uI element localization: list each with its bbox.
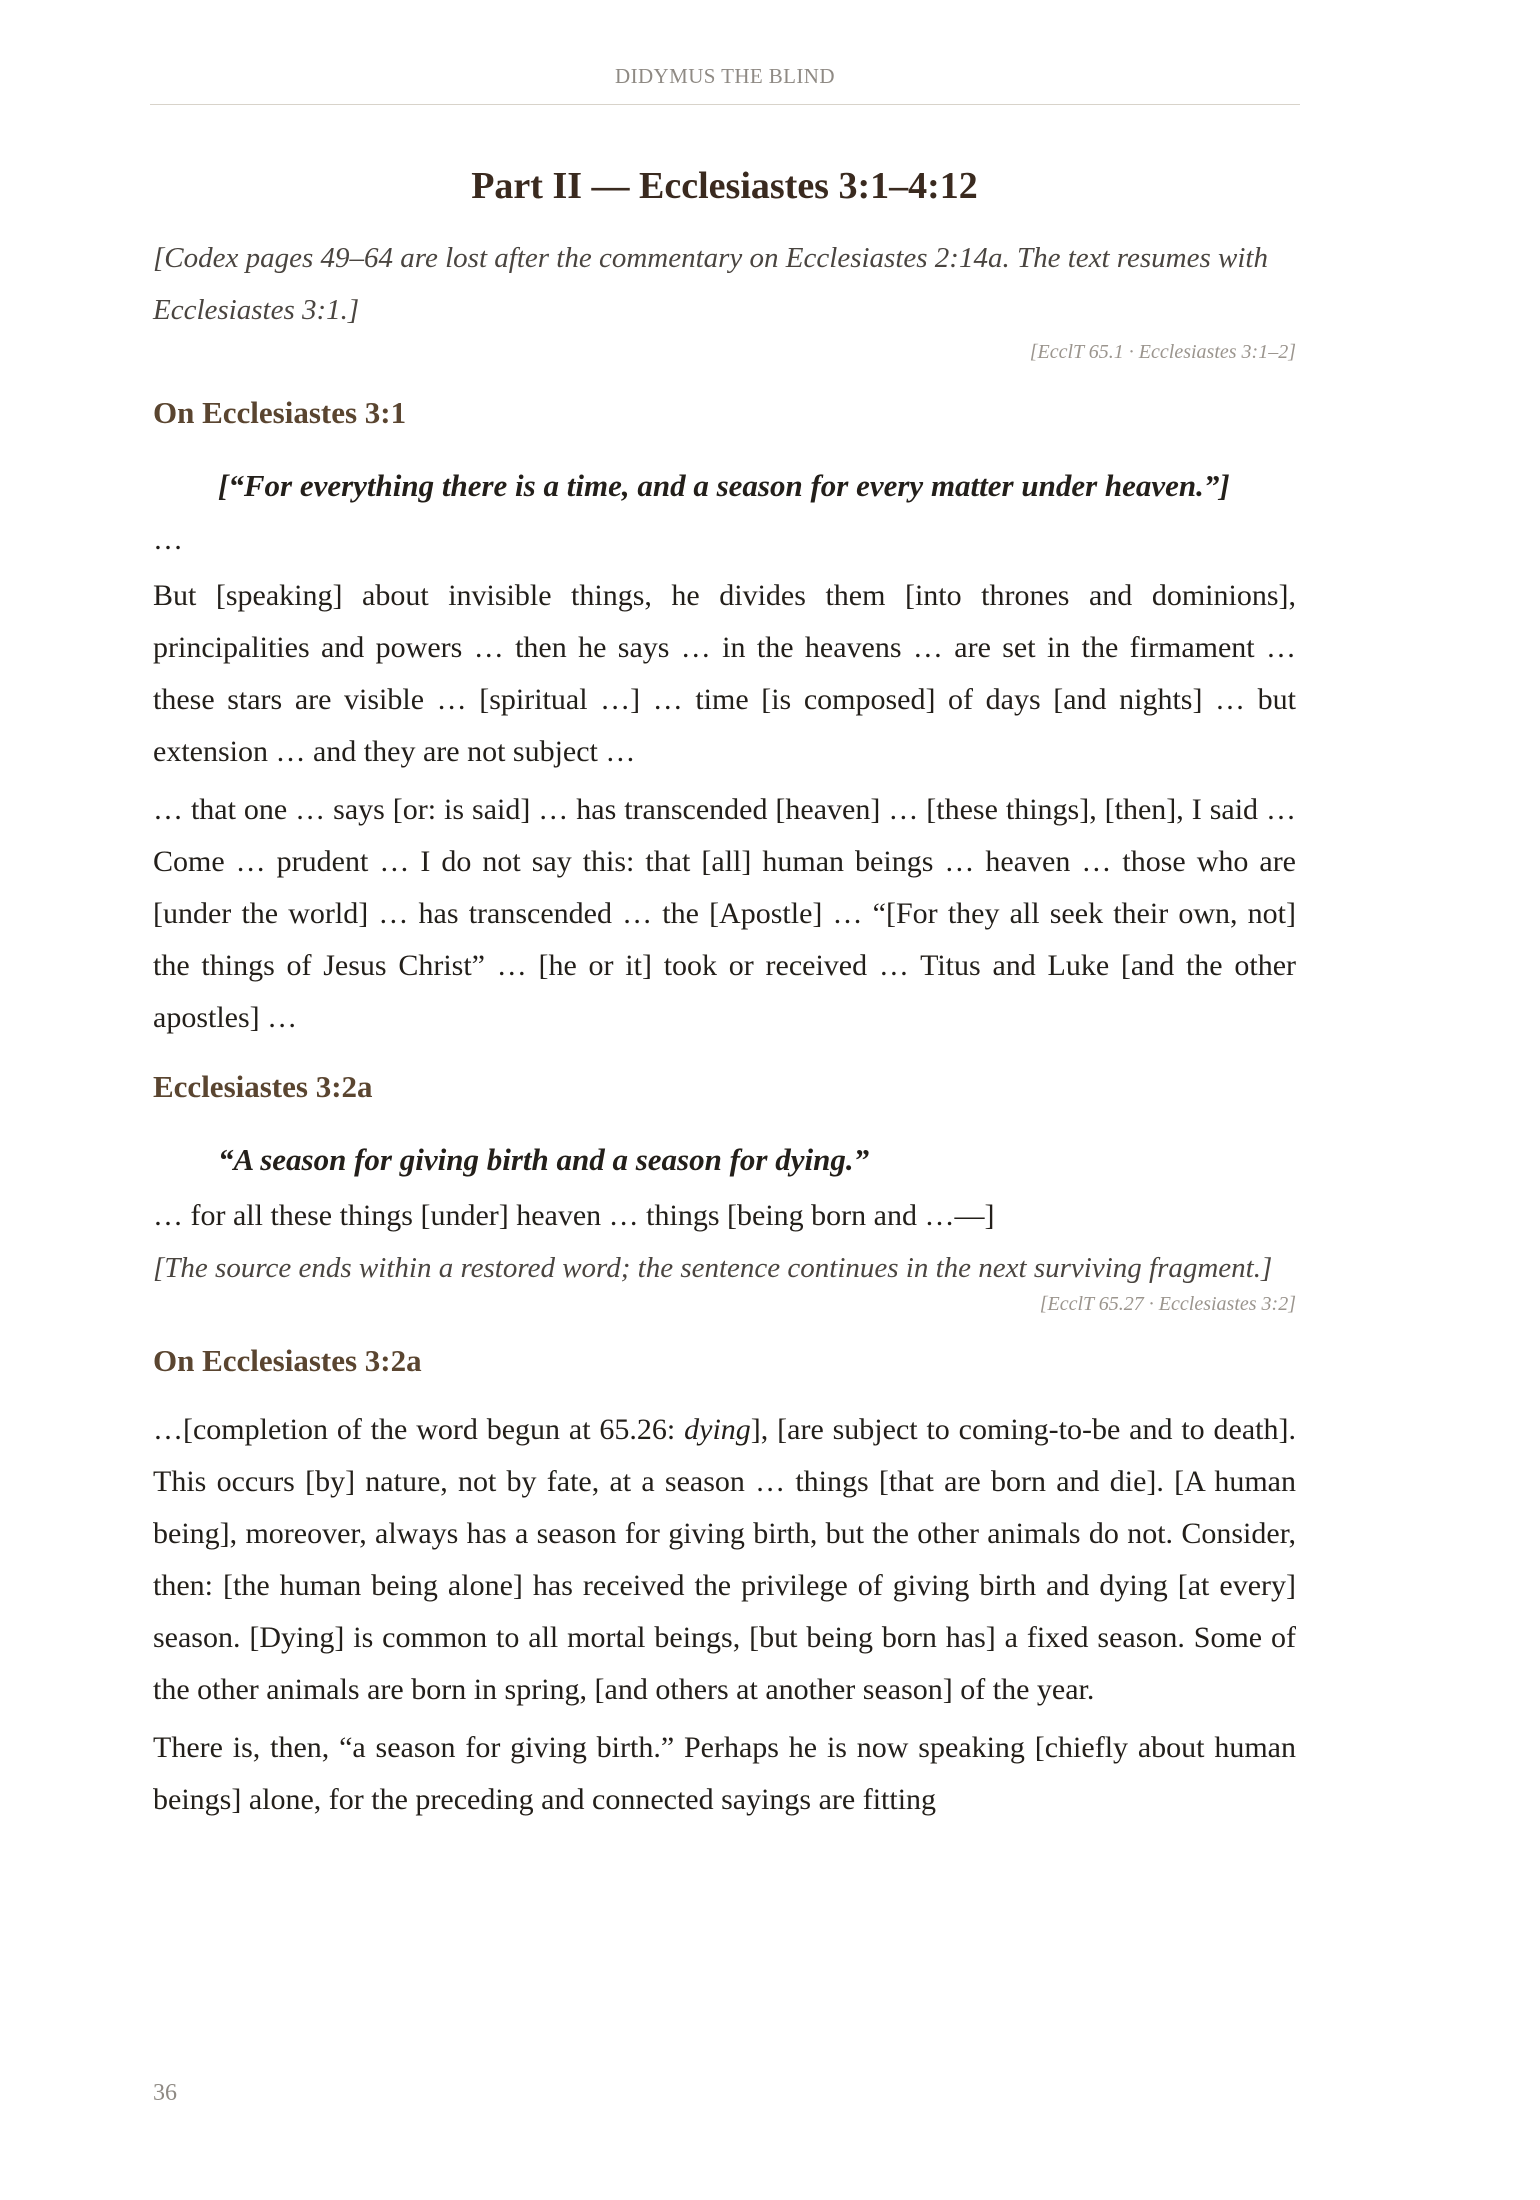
body-paragraph: … for all these things [under] heaven … things [being born and …—] [153,1199,995,1232]
section-heading: On Ecclesiastes 3:1 [153,395,407,430]
running-head: DIDYMUS THE BLIND [615,64,835,88]
text-run: ], [are subject to coming-to-be and to death]. This occurs [by] nature, not by fate, at a season … things [that are born and die]. [A human being], moreover, always has a season for giving birth, but the other animals do not. Consider, then: [the human being alone] has received the privilege of giving birth and dying [at every] season. [Dying] is common to all mortal beings, [but being born has] a fixed season. Some of the other animals are born in spring, [and others at another season] of the year. [153,1413,1297,1706]
body-paragraph [153,1404,1296,1716]
part-title: Part II — Ecclesiastes 3:1–4:12 [471,165,978,207]
body-paragraph: But [speaking] about invisible things, he divides them [into thrones and dominions], principalities and powers … then he says … in the heavens … are set in the firmament … these stars are visible … [spiritual …] … time [is composed] of days [and nights] … but extension … and they are not subject … [153,579,1296,768]
section-heading: Ecclesiastes 3:2a [153,1069,373,1104]
lemma: [“For everything there is a time, and a season for every matter under heaven.”] [218,468,1230,503]
header-rule [150,104,1300,105]
main-content [153,160,1296,1826]
lemma: “A season for giving birth and a season for dying.” [218,1142,870,1177]
reference-marker: [EcclT 65.1 · Ecclesiastes 3:1–2] [1029,341,1296,363]
intro-note: [Codex pages 49–64 are lost after the commentary on Ecclesiastes 2:14a. The text resumes with Ecclesiastes 3:1.] [153,242,1268,326]
text-run: …[completion of the word begun at 65.26: [153,1413,685,1446]
section-heading: On Ecclesiastes 3:2a [153,1343,422,1378]
reference-marker: [EcclT 65.27 · Ecclesiastes 3:2] [1039,1293,1296,1315]
page-number: 36 [153,2080,177,2106]
editorial-note: [The source ends within a restored word; the sentence continues in the next surviving fragment.] [153,1252,1273,1284]
body-paragraph: There is, then, “a season for giving birth.” Perhaps he is now speaking [chiefly about human beings] alone, for the preceding and connected sayings are fitting [153,1731,1296,1816]
body-paragraph: … that one … says [or: is said] … has transcended [heaven] … [these things], [then], I said … Come … prudent … I do not say this: that [all] human beings … heaven … those who are [under the world] … has transcended … the [Apostle] … “[For they all seek their own, not] the things of Jesus Christ” … [he or it] took or received … Titus and Luke [and the other apostles] … [153,793,1296,1034]
gap-marker: … [153,523,183,556]
italic-word: dying [684,1413,751,1446]
